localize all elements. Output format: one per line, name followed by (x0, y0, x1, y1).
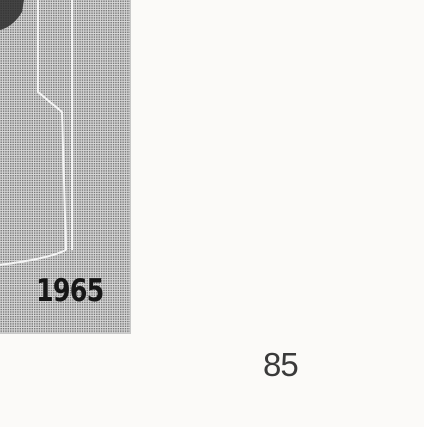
dark-shape (0, 0, 24, 30)
halftone-figure (0, 0, 131, 334)
outline-line-bottom (0, 250, 66, 265)
page-number: 85 (263, 346, 298, 383)
figure-year-label: 1965 (36, 273, 104, 309)
outline-line-left (38, 0, 66, 250)
